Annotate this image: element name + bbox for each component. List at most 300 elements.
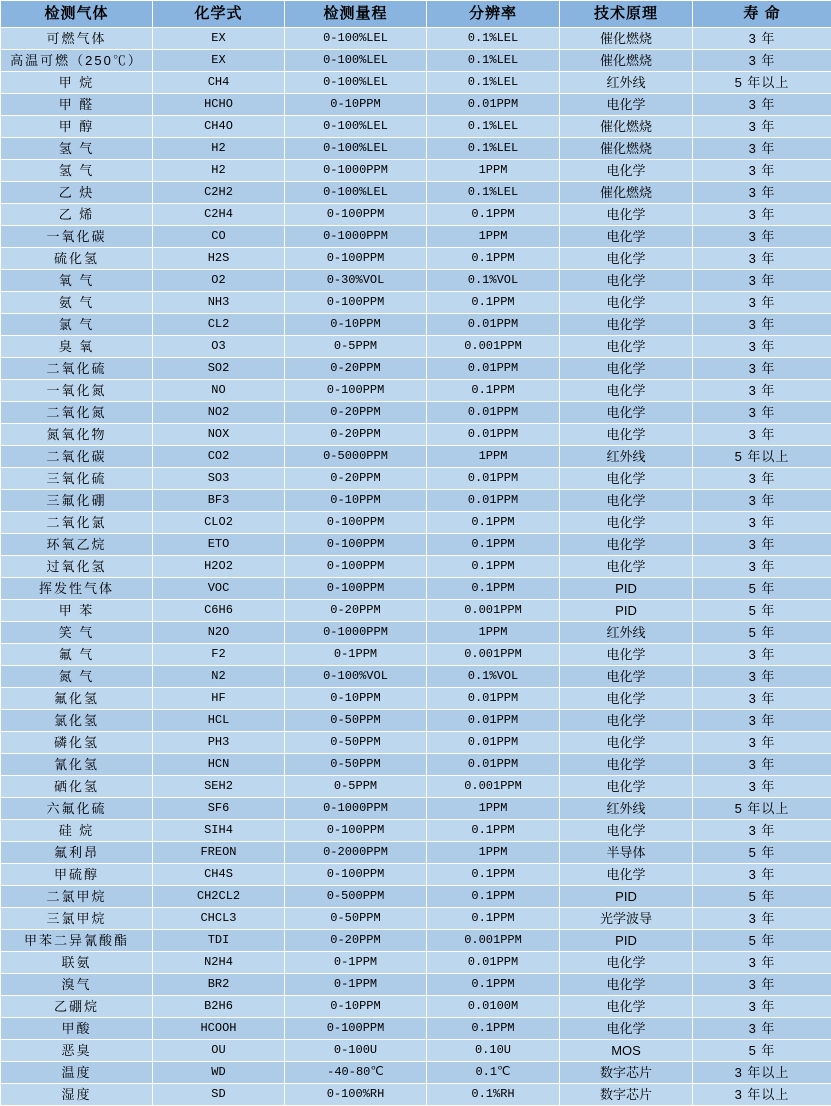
cell-principle: 电化学 (560, 732, 693, 754)
cell-gas: 甲酸 (1, 1018, 153, 1040)
cell-principle: 电化学 (560, 248, 693, 270)
cell-resolution: 1PPM (427, 622, 560, 644)
table-row (1, 996, 831, 1018)
cell-range: 0-100PPM (285, 1018, 427, 1040)
cell-principle: 电化学 (560, 820, 693, 842)
cell-lifetime: 3 年 (693, 182, 831, 204)
cell-lifetime: 5 年 (693, 1040, 831, 1062)
cell-gas: 氢 气 (1, 160, 153, 182)
column-header-principle: 技术原理 (560, 1, 693, 28)
table-row (1, 380, 831, 402)
cell-gas: 联氨 (1, 952, 153, 974)
cell-lifetime: 3 年 (693, 864, 831, 886)
cell-lifetime: 3 年 (693, 336, 831, 358)
cell-lifetime: 3 年 (693, 248, 831, 270)
table-row (1, 776, 831, 798)
cell-resolution: 0.01PPM (427, 468, 560, 490)
table-row (1, 1084, 831, 1106)
cell-resolution: 0.1PPM (427, 864, 560, 886)
cell-principle: MOS (560, 1040, 693, 1062)
cell-gas: 一氧化碳 (1, 226, 153, 248)
cell-range: 0-20PPM (285, 600, 427, 622)
cell-range: 0-5PPM (285, 776, 427, 798)
cell-gas: 溴气 (1, 974, 153, 996)
cell-gas: 甲 苯 (1, 600, 153, 622)
cell-formula: H2 (153, 160, 285, 182)
table-row (1, 138, 831, 160)
cell-formula: N2 (153, 666, 285, 688)
cell-formula: SD (153, 1084, 285, 1106)
cell-range: 0-1PPM (285, 952, 427, 974)
cell-range: 0-100%LEL (285, 50, 427, 72)
cell-formula: B2H6 (153, 996, 285, 1018)
cell-principle: 电化学 (560, 94, 693, 116)
cell-range: 0-100PPM (285, 292, 427, 314)
cell-formula: TDI (153, 930, 285, 952)
cell-gas: 乙 烯 (1, 204, 153, 226)
cell-lifetime: 3 年 (693, 380, 831, 402)
cell-resolution: 0.1PPM (427, 292, 560, 314)
cell-principle: 电化学 (560, 666, 693, 688)
cell-lifetime: 3 年 (693, 512, 831, 534)
cell-lifetime: 3 年 (693, 820, 831, 842)
cell-resolution: 0.1%LEL (427, 28, 560, 50)
cell-range: 0-100PPM (285, 864, 427, 886)
cell-principle: 电化学 (560, 468, 693, 490)
cell-principle: 红外线 (560, 446, 693, 468)
table-row (1, 446, 831, 468)
cell-range: 0-1000PPM (285, 798, 427, 820)
table-row (1, 226, 831, 248)
cell-gas: 湿度 (1, 1084, 153, 1106)
table-row (1, 820, 831, 842)
cell-principle: 半导体 (560, 842, 693, 864)
table-row (1, 732, 831, 754)
cell-range: 0-10PPM (285, 314, 427, 336)
table-row (1, 512, 831, 534)
cell-principle: 催化燃烧 (560, 138, 693, 160)
cell-range: 0-100PPM (285, 204, 427, 226)
table-row (1, 1040, 831, 1062)
cell-gas: 乙硼烷 (1, 996, 153, 1018)
table-row (1, 72, 831, 94)
cell-principle: 电化学 (560, 864, 693, 886)
cell-resolution: 0.1%LEL (427, 50, 560, 72)
cell-lifetime: 3 年 (693, 754, 831, 776)
table-row (1, 94, 831, 116)
cell-lifetime: 5 年 (693, 622, 831, 644)
cell-gas: 氮 气 (1, 666, 153, 688)
table-row (1, 754, 831, 776)
cell-gas: 氯 气 (1, 314, 153, 336)
cell-range: 0-100%LEL (285, 138, 427, 160)
table-row (1, 666, 831, 688)
cell-formula: VOC (153, 578, 285, 600)
table-row (1, 710, 831, 732)
cell-principle: PID (560, 886, 693, 908)
cell-resolution: 0.01PPM (427, 424, 560, 446)
cell-lifetime: 3 年 (693, 908, 831, 930)
cell-principle: 电化学 (560, 380, 693, 402)
cell-principle: 电化学 (560, 556, 693, 578)
cell-lifetime: 3 年以上 (693, 1062, 831, 1084)
cell-resolution: 0.1%RH (427, 1084, 560, 1106)
column-header-resolution: 分辨率 (427, 1, 560, 28)
cell-lifetime: 3 年 (693, 1018, 831, 1040)
cell-resolution: 0.01PPM (427, 358, 560, 380)
cell-principle: 电化学 (560, 952, 693, 974)
cell-lifetime: 3 年 (693, 138, 831, 160)
cell-formula: HCN (153, 754, 285, 776)
cell-formula: ETO (153, 534, 285, 556)
table-row (1, 468, 831, 490)
table-row (1, 50, 831, 72)
cell-lifetime: 3 年 (693, 996, 831, 1018)
cell-resolution: 0.001PPM (427, 930, 560, 952)
cell-lifetime: 5 年 (693, 842, 831, 864)
cell-range: 0-50PPM (285, 732, 427, 754)
cell-principle: 电化学 (560, 292, 693, 314)
cell-formula: EX (153, 50, 285, 72)
table-row (1, 204, 831, 226)
cell-gas: 二氧化氮 (1, 402, 153, 424)
table-row (1, 974, 831, 996)
cell-range: 0-500PPM (285, 886, 427, 908)
table-row (1, 1062, 831, 1084)
cell-formula: C2H2 (153, 182, 285, 204)
table-row (1, 798, 831, 820)
cell-range: 0-100%LEL (285, 182, 427, 204)
cell-gas: 甲 烷 (1, 72, 153, 94)
cell-gas: 挥发性气体 (1, 578, 153, 600)
cell-range: 0-100%LEL (285, 116, 427, 138)
table-row (1, 886, 831, 908)
cell-resolution: 0.1%LEL (427, 138, 560, 160)
cell-resolution: 0.1PPM (427, 556, 560, 578)
cell-resolution: 0.1PPM (427, 974, 560, 996)
cell-resolution: 0.1%LEL (427, 182, 560, 204)
cell-resolution: 0.1PPM (427, 380, 560, 402)
cell-range: -40-80℃ (285, 1062, 427, 1084)
cell-range: 0-100PPM (285, 820, 427, 842)
cell-lifetime: 3 年 (693, 732, 831, 754)
cell-lifetime: 3 年 (693, 974, 831, 996)
cell-formula: SO2 (153, 358, 285, 380)
cell-formula: PH3 (153, 732, 285, 754)
table-row (1, 402, 831, 424)
cell-lifetime: 3 年 (693, 358, 831, 380)
cell-resolution: 0.01PPM (427, 402, 560, 424)
cell-gas: 氮氧化物 (1, 424, 153, 446)
cell-formula: H2 (153, 138, 285, 160)
cell-gas: 氢 气 (1, 138, 153, 160)
cell-principle: 电化学 (560, 402, 693, 424)
cell-formula: CH4S (153, 864, 285, 886)
cell-resolution: 0.001PPM (427, 600, 560, 622)
cell-formula: CLO2 (153, 512, 285, 534)
table-row (1, 490, 831, 512)
cell-principle: 电化学 (560, 688, 693, 710)
cell-principle: 电化学 (560, 974, 693, 996)
cell-range: 0-50PPM (285, 908, 427, 930)
cell-resolution: 0.1%VOL (427, 270, 560, 292)
cell-formula: BF3 (153, 490, 285, 512)
table-row (1, 556, 831, 578)
cell-gas: 硒化氢 (1, 776, 153, 798)
table-row (1, 534, 831, 556)
cell-gas: 高温可燃（250℃） (1, 50, 153, 72)
cell-formula: CO2 (153, 446, 285, 468)
cell-range: 0-100%VOL (285, 666, 427, 688)
table-row (1, 622, 831, 644)
cell-gas: 氟 气 (1, 644, 153, 666)
cell-range: 0-20PPM (285, 424, 427, 446)
table-row (1, 1018, 831, 1040)
cell-lifetime: 5 年 (693, 578, 831, 600)
cell-lifetime: 5 年以上 (693, 798, 831, 820)
cell-lifetime: 3 年 (693, 776, 831, 798)
cell-gas: 三氟化硼 (1, 490, 153, 512)
cell-formula: F2 (153, 644, 285, 666)
cell-range: 0-20PPM (285, 402, 427, 424)
column-header-formula: 化学式 (153, 1, 285, 28)
table-row (1, 248, 831, 270)
table-row (1, 842, 831, 864)
cell-principle: 光学波导 (560, 908, 693, 930)
cell-formula: O2 (153, 270, 285, 292)
cell-range: 0-2000PPM (285, 842, 427, 864)
cell-lifetime: 3 年 (693, 666, 831, 688)
cell-gas: 温度 (1, 1062, 153, 1084)
cell-resolution: 0.01PPM (427, 314, 560, 336)
cell-principle: PID (560, 578, 693, 600)
cell-resolution: 0.1PPM (427, 512, 560, 534)
cell-formula: HCL (153, 710, 285, 732)
cell-resolution: 0.1PPM (427, 534, 560, 556)
cell-range: 0-100PPM (285, 512, 427, 534)
cell-range: 0-10PPM (285, 996, 427, 1018)
cell-resolution: 0.01PPM (427, 688, 560, 710)
cell-resolution: 1PPM (427, 842, 560, 864)
table-header (1, 1, 831, 28)
cell-range: 0-20PPM (285, 930, 427, 952)
cell-gas: 三氧化硫 (1, 468, 153, 490)
cell-resolution: 0.1PPM (427, 1018, 560, 1040)
cell-range: 0-20PPM (285, 468, 427, 490)
cell-principle: PID (560, 600, 693, 622)
cell-principle: 催化燃烧 (560, 182, 693, 204)
cell-formula: N2H4 (153, 952, 285, 974)
cell-resolution: 0.001PPM (427, 644, 560, 666)
cell-gas: 氯化氢 (1, 710, 153, 732)
cell-principle: 电化学 (560, 270, 693, 292)
table-row (1, 930, 831, 952)
cell-range: 0-50PPM (285, 710, 427, 732)
cell-formula: CL2 (153, 314, 285, 336)
cell-resolution: 1PPM (427, 160, 560, 182)
cell-principle: 电化学 (560, 1018, 693, 1040)
cell-resolution: 0.001PPM (427, 336, 560, 358)
cell-resolution: 0.001PPM (427, 776, 560, 798)
cell-principle: 催化燃烧 (560, 50, 693, 72)
table-row (1, 160, 831, 182)
cell-lifetime: 3 年以上 (693, 1084, 831, 1106)
cell-gas: 三氯甲烷 (1, 908, 153, 930)
cell-range: 0-100PPM (285, 534, 427, 556)
table-body (1, 28, 831, 1106)
cell-lifetime: 3 年 (693, 314, 831, 336)
cell-lifetime: 3 年 (693, 270, 831, 292)
cell-formula: SF6 (153, 798, 285, 820)
cell-resolution: 0.1PPM (427, 908, 560, 930)
cell-principle: 催化燃烧 (560, 116, 693, 138)
table-row (1, 182, 831, 204)
cell-formula: H2S (153, 248, 285, 270)
cell-gas: 过氧化氢 (1, 556, 153, 578)
column-header-range: 检测量程 (285, 1, 427, 28)
table-row (1, 336, 831, 358)
cell-formula: NH3 (153, 292, 285, 314)
cell-gas: 氧 气 (1, 270, 153, 292)
cell-gas: 可燃气体 (1, 28, 153, 50)
cell-range: 0-1000PPM (285, 226, 427, 248)
cell-formula: SEH2 (153, 776, 285, 798)
cell-formula: C6H6 (153, 600, 285, 622)
cell-range: 0-1000PPM (285, 622, 427, 644)
cell-principle: 电化学 (560, 358, 693, 380)
cell-lifetime: 3 年 (693, 710, 831, 732)
cell-lifetime: 3 年 (693, 534, 831, 556)
cell-range: 0-10PPM (285, 94, 427, 116)
cell-gas: 甲硫醇 (1, 864, 153, 886)
cell-gas: 氨 气 (1, 292, 153, 314)
cell-lifetime: 3 年 (693, 688, 831, 710)
table-row (1, 28, 831, 50)
cell-principle: 电化学 (560, 226, 693, 248)
cell-lifetime: 3 年 (693, 292, 831, 314)
cell-principle: 红外线 (560, 622, 693, 644)
cell-gas: 甲 醛 (1, 94, 153, 116)
cell-principle: 电化学 (560, 314, 693, 336)
cell-formula: EX (153, 28, 285, 50)
cell-lifetime: 3 年 (693, 160, 831, 182)
cell-formula: BR2 (153, 974, 285, 996)
cell-formula: HCOOH (153, 1018, 285, 1040)
cell-range: 0-1PPM (285, 644, 427, 666)
cell-gas: 二氯甲烷 (1, 886, 153, 908)
cell-range: 0-30%VOL (285, 270, 427, 292)
column-header-gas: 检测气体 (1, 1, 153, 28)
cell-range: 0-5PPM (285, 336, 427, 358)
table-row (1, 292, 831, 314)
cell-resolution: 0.01PPM (427, 952, 560, 974)
cell-range: 0-100U (285, 1040, 427, 1062)
cell-lifetime: 3 年 (693, 490, 831, 512)
cell-lifetime: 3 年 (693, 94, 831, 116)
table-row (1, 358, 831, 380)
cell-resolution: 0.1PPM (427, 820, 560, 842)
cell-principle: 电化学 (560, 996, 693, 1018)
cell-principle: 电化学 (560, 710, 693, 732)
cell-range: 0-1000PPM (285, 160, 427, 182)
cell-range: 0-100%LEL (285, 28, 427, 50)
table-row (1, 314, 831, 336)
cell-gas: 甲苯二异氰酸酯 (1, 930, 153, 952)
cell-gas: 二氧化硫 (1, 358, 153, 380)
cell-resolution: 0.1PPM (427, 578, 560, 600)
cell-principle: 数字芯片 (560, 1062, 693, 1084)
cell-formula: CH4 (153, 72, 285, 94)
cell-lifetime: 3 年 (693, 402, 831, 424)
cell-lifetime: 3 年 (693, 644, 831, 666)
table-row (1, 578, 831, 600)
cell-gas: 二氧化氯 (1, 512, 153, 534)
cell-gas: 氰化氢 (1, 754, 153, 776)
cell-lifetime: 3 年 (693, 424, 831, 446)
cell-formula: OU (153, 1040, 285, 1062)
cell-range: 0-5000PPM (285, 446, 427, 468)
cell-formula: CH2CL2 (153, 886, 285, 908)
cell-gas: 氟利昂 (1, 842, 153, 864)
cell-formula: SIH4 (153, 820, 285, 842)
cell-gas: 硫化氢 (1, 248, 153, 270)
cell-formula: HF (153, 688, 285, 710)
cell-formula: SO3 (153, 468, 285, 490)
cell-range: 0-20PPM (285, 358, 427, 380)
cell-principle: 红外线 (560, 72, 693, 94)
cell-resolution: 0.0100M (427, 996, 560, 1018)
cell-formula: C2H4 (153, 204, 285, 226)
table-row (1, 600, 831, 622)
cell-lifetime: 5 年以上 (693, 72, 831, 94)
cell-principle: 电化学 (560, 512, 693, 534)
cell-principle: 电化学 (560, 644, 693, 666)
cell-gas: 磷化氢 (1, 732, 153, 754)
cell-gas: 氟化氢 (1, 688, 153, 710)
cell-lifetime: 3 年 (693, 28, 831, 50)
cell-principle: 电化学 (560, 160, 693, 182)
cell-resolution: 0.01PPM (427, 94, 560, 116)
table-row (1, 908, 831, 930)
cell-range: 0-100PPM (285, 578, 427, 600)
cell-resolution: 0.1℃ (427, 1062, 560, 1084)
cell-lifetime: 5 年 (693, 600, 831, 622)
cell-gas: 硅 烷 (1, 820, 153, 842)
cell-resolution: 1PPM (427, 798, 560, 820)
table-row (1, 424, 831, 446)
cell-gas: 二氧化碳 (1, 446, 153, 468)
cell-lifetime: 5 年 (693, 886, 831, 908)
cell-gas: 恶臭 (1, 1040, 153, 1062)
cell-range: 0-100PPM (285, 556, 427, 578)
cell-resolution: 0.1%VOL (427, 666, 560, 688)
cell-principle: 电化学 (560, 336, 693, 358)
cell-formula: CH4O (153, 116, 285, 138)
table-row (1, 952, 831, 974)
cell-formula: O3 (153, 336, 285, 358)
cell-gas: 笑 气 (1, 622, 153, 644)
cell-principle: 催化燃烧 (560, 28, 693, 50)
cell-lifetime: 3 年 (693, 204, 831, 226)
cell-lifetime: 3 年 (693, 50, 831, 72)
table-row (1, 116, 831, 138)
cell-range: 0-100PPM (285, 248, 427, 270)
cell-resolution: 1PPM (427, 446, 560, 468)
cell-lifetime: 3 年 (693, 226, 831, 248)
header-row (1, 1, 831, 28)
cell-range: 0-100%RH (285, 1084, 427, 1106)
cell-resolution: 0.01PPM (427, 732, 560, 754)
